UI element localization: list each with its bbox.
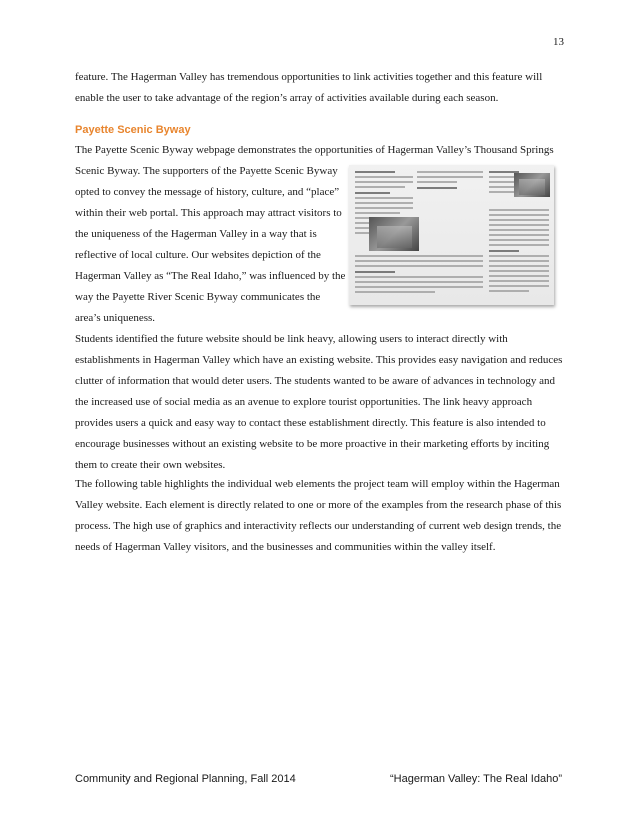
byway-building-photo [514, 173, 550, 197]
byway-paragraph-first-line: The Payette Scenic Byway webpage demonstrates the opportunities of Hagerman Valley’s Thousand Springs [75, 144, 554, 156]
byway-photo [369, 217, 419, 251]
footer-title: “Hagerman Valley: The Real Idaho” [389, 773, 562, 785]
students-paragraph: Students identified the future website should be link heavy, allowing users to interact directly with establishments in Hagerman Valley which have an existing website. This provides easy navigation and reduces clutter of information that would deter users. The students wanted to be aware of advances in technology and the increased use of social media as an avenue to explore tourist opportunities. The link heavy approach provides users a quick and easy way to contact these establishment directly. This feature is also intended to encourage businesses without an existing website to be more proactive in their marketing efforts by inciting them to create their own websites. [75, 333, 563, 471]
footer-course: Community and Regional Planning, Fall 2014 [75, 773, 296, 785]
byway-webpage-screenshot [349, 165, 554, 305]
table-intro-paragraph: The following table highlights the individual web elements the project team will employ within the Hagerman Valley website. Each element is directly related to one or more of the examples from the research phase of this process. The high use of graphics and interactivity reflects our understanding of current web design trends, the needs of Hagerman Valley visitors, and the businesses and communities within the valley itself. [75, 478, 562, 553]
intro-paragraph: feature. The Hagerman Valley has tremendous opportunities to link activities together and this feature will enable the user to take advantage of the region’s array of activities available during each season. [75, 71, 543, 104]
byway-paragraph-body: Scenic Byway. The supporters of the Payette Scenic Byway opted to convey the message of history, culture, and “place” within their web portal. This approach may attract visitors to the uniqueness of the Hagerman Valley in a way that is reflective of local culture. Our websites depiction of the Hagerman Valley as “The Real Idaho,” was influenced by the way the Payette River Scenic Byway communicates the area’s uniqueness. [75, 165, 346, 324]
section-heading: Payette Scenic Byway [75, 124, 191, 136]
page-number: 13 [553, 36, 564, 48]
